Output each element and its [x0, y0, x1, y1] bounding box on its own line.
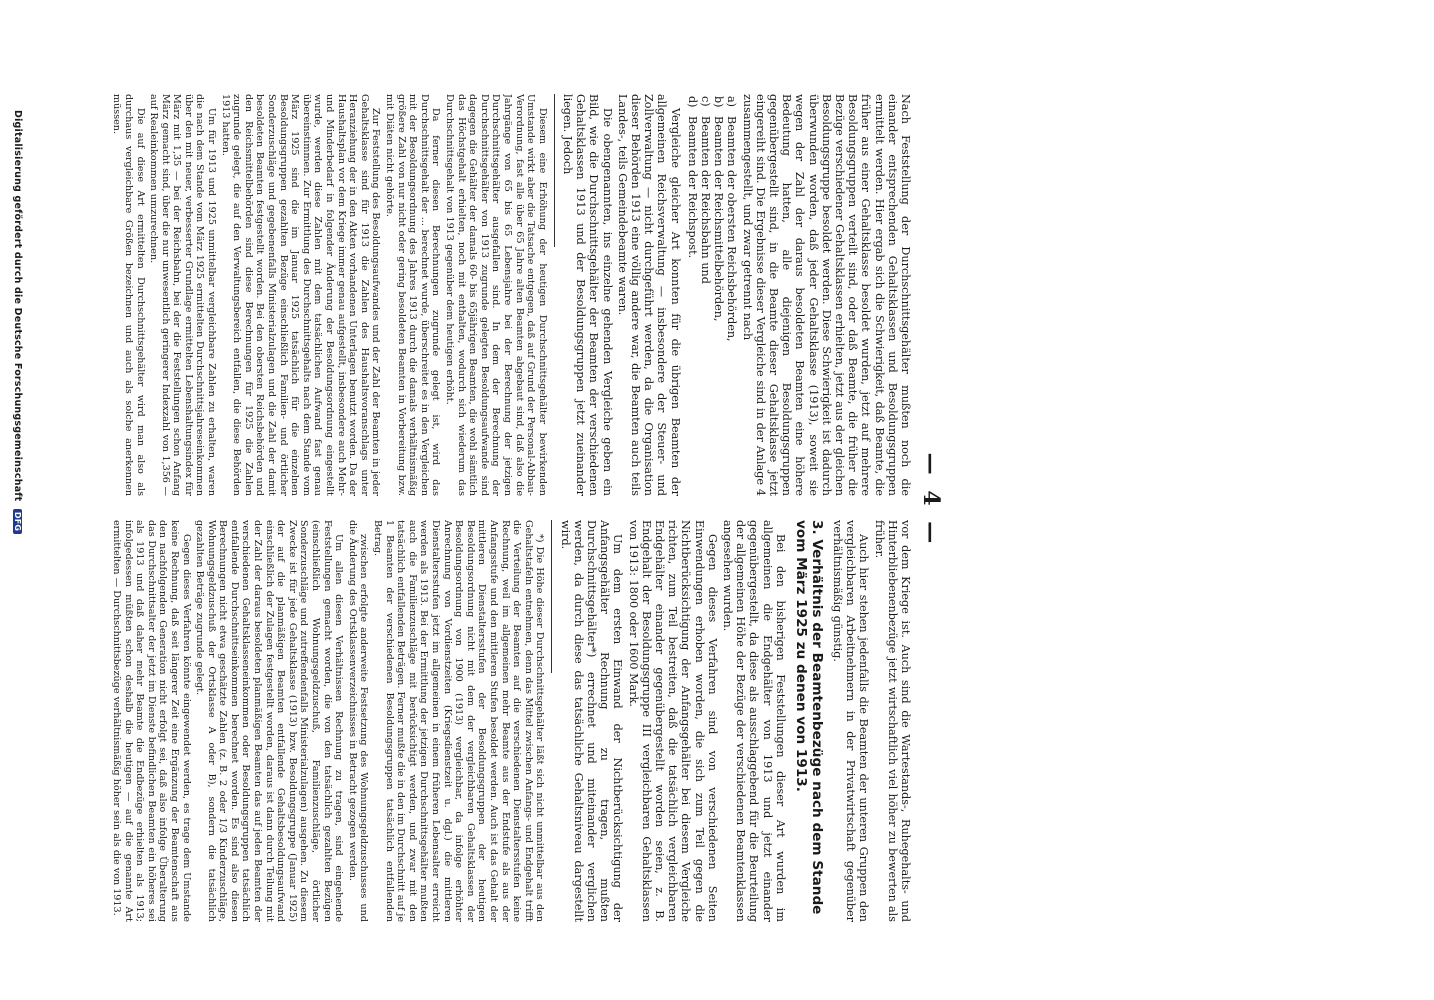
left-column — [12, 94, 912, 496]
list-item: b)Beamten der Reichsmittelbehörden, — [712, 96, 726, 322]
paragraph: Gegen dieses Verfahren sind von verschiedenen Seiten Einwendungen erhoben worden, die sich zum Teil gegen die Nichtberücksichtigung der Anfangsgehälter bei diesem Vergleiche richten, zum Teil bestreiten, daß die tatsächlich vergleichbaren Endgehälter einander gegenübergestellt worden seien, z. B. Endgehalt der Besoldungsgruppe III vergleichbaren Gehaltsklassen von 1913: 1800 oder 1600 Mark. — [626, 520, 719, 922]
paragraph: Vergleiche gleicher Art konnten für die übrigen Beamten der allgemeinen Reichsverwaltung — insbesondere der Steuer- und Zollverwaltung — nicht durchgeführt werden, da die Organisation dieser Behörden 1913 eine völlig andere war, die Beamten auch teils Landes-, teils Gemeindebeamte waren. — [615, 94, 682, 496]
section-heading: 3. Verhältnis der Beamtenbezüge nach dem Stande vom März 1925 zu denen von 1913. — [792, 520, 825, 915]
paragraph: Die obengenannten, ins einzelne gehenden Vergleiche geben ein Bild, wie die Durchschnittsgehälter der Beamten der verschiedenen Gehaltsklassen 1913 und der Besoldungsgruppen jetzt zueinander liegen. Jedoch — [560, 94, 614, 496]
right-column — [12, 520, 912, 922]
footnote: *) Die Höhe dieser Durchschnittsgehälter läßt sich nicht unmittelbar aus den Gehaltstafeln entnehmen, denn das Mittel zwischen Anfangs- und Endgehalt trifft die Verteilung der Beamten auf die verschiedenen Dienstaltersstufen keine Rechnung, weil im allgemeinen mehr Beamte aus der Endstufe als aus der Anfangsstufe und den mittleren Stufen besoldet werden. Auch ist das Gehalt der mittleren Dienstaltersstufen der Besoldungsgruppen der heutigen Besoldungsordnung nicht mit dem der vergleichbaren Gehaltsklassen der Besoldungsordnung von 1900 (1913) vergleichbar, da infolge erhöhter Anrechnung von Vordienstzeiten (Kriegsdienstzeit u. dgl.) die mittleren Dienstaltersstufen jetzt im allgemeinen in einem früheren Lebensalter erreicht werden als 1913. Bei der Ermittlung der jetzigen Durchschnittsgehälter mußten auch die Familienzuschläge mit berücksichtigt werden, und zwar mit den tatsächlich entfallenden Beträgen. Ferner mußte die in den im Durchschnitt auf je 1 Beamten der verschiedenen Besoldungsgruppen tatsächlich entfallenden Betrag. — [372, 520, 546, 922]
footnote-paragraph: Da ferner diesen Berechnungen zugrunde gelegt ist, wird das Durchschnittsgehalt der ... berechnet wurde, überschreitet es in den Vergleichen mit der Besoldungsordnung des Jahres 1913 durch die damals verhältnismäßig größere Zahl von nur nicht oder gering besoldeten Beamten in Vorbereitung bzw. mit Diäten nicht gehörte. — [384, 94, 442, 496]
list-item: d)Beamten der Reichspost. — [685, 96, 699, 259]
footnote-paragraph: Zur Feststellung des Besoldungsaufwandes und der Zahl der Beamten in jeder Gehaltsklasse sind für 1913 die Zahlen des Haushaltsvoranschlags unter Heranziehung der in den Akten vorhandenen Unterlagen benutzt worden. Da der Haushaltsplan vor dem Kriege immer genau aufgestellt, insbesondere auch Mehr- und Minderbedarf in folgender Änderung der Besoldungsordnung eingestellt wurde, werden diese Zahlen mit dem tatsächlichen Aufwand fast genau übereinstimmen. Zur Ermittlung des Durchschnittsgehalts nach dem Stande vom März 1925 sind die im Januar 1925 tatsächlich für die einzelnen Besoldungsgruppen gezahlten Bezüge einschließlich Familien- und örtlicher Sonderzuschläge und gegebenenfalls Ministerialzulagen und die Zahl der damit besoldeten Beamten festgestellt worden. Bei den obersten Reichsbehörden und den Reichsmittelbehörden sind diese Berechnungen für 1925 die Zahlen zugrunde gelegt, die auf den Verwaltungsbereich entfallen, die diese Behörden 1913 hatten. — [219, 94, 382, 496]
list-item: c)Beamten der Reichsbahn und — [698, 96, 712, 284]
dfg-logo: DFG — [13, 509, 22, 534]
paragraph: Um dem ersten Einwand der Nichtberücksichtigung der Anfangsgehälter Rechnung zu tragen, mußten Durchschnittsgehälter*) errechnet und miteinander verglichen werden, da durch diese das tatsächliche Gehaltsniveau dargestellt wird. — [558, 520, 625, 922]
list-item: a)Beamten der obersten Reichsbehörden, — [725, 96, 739, 342]
footnote-divider — [551, 520, 552, 673]
paragraph: vor dem Kriege ist. Auch sind die Wartestands-, Ruhegehalts- und Hinterbliebenenbezüge jetzt wirtschaftlich viel höher zu bewerten als früher. — [872, 520, 912, 922]
footnote: Um allen diesen Verhältnissen Rechnung zu tragen, sind eingehende Feststellungen gemacht worden, die von den tatsächlich gezahlten Bezügen (einschließlich Wohnungsgeldzuschuß, Familienzuschläge, örtlicher Sonderzuschläge und zutreffendenfalls Ministerialzulagen) ausgehen. Zu diesem Zwecke ist für jede Gehaltsklasse (1913) bzw. Besoldungsgruppe (Januar 1925) der auf die planmäßigen Beamten entfallende Gehaltsbesoldungsaufwand einschließlich der Zulagen festgestellt worden, daraus ist dann durch Teilung mit der Zahl der daraus besoldeten planmäßigen Beamten das auf jeden Beamten der verschiedenen Gehaltsklasseneinkommen oder Besoldungsgruppen tatsächlich entfallende Durchschnittseinkommen berechnet worden. Es sind also diesen Berechnungen nicht etwa geschätzte Zahlen (z. B. 2 oder 1/3 Kinderzuschläge, Wohnungsgeldzuschuß der Ortsklasse A oder B), sondern die tatsächlich gezahlten Beträge zugrunde gelegt. — [194, 520, 345, 922]
paragraph: Auch hier stehen jedenfalls die Beamten der unteren Gruppen den vergleichbaren Arbeitnehmern in der Privatwirtschaft gegenüber verhältnismäßig günstig. — [830, 520, 871, 922]
footnote-paragraph: Die auf diese Art ermittelten Durchschnittsgehälter wird man also als durchaus vergleichbare Größen bezeichnen und auch als solche anerkennen müssen. — [111, 94, 146, 496]
paragraph: Bei den bisherigen Feststellungen dieser Art wurden im allgemeinen die Endgehälter von 1913 und jetzt einander gegenübergestellt, da diese als ausschlaggebend für die Beurteilung der allgemeinen Höhe der Bezüge der verschiedenen Beamtenklassen angesehen wurden. — [720, 520, 787, 922]
footnote-paragraph: Diesem eine Erhöhung der heutigen Durchschnittsgehälter bewirkenden Umstande wirkt aber die Tatsache entgegen, daß auf Grund der Personal-Abbau-Verordnung, fast alle über 65 Jahre alten Beamten abgebaut sind, daß also die Jahrgänge von 65 bis 65 Lebensjahre bei der Berechnung der jetzigen Durchschnittsgehälter ausgefallen sind. In dem der Berechnung der Durchschnittsgehälter von 1913 zugrunde gelegten Besoldungsaufwande sind dagegen die Gehälter der damals 60- bis 65jährigen Beamten, die wohl sämtlich das Höchstgehalt erhielten, noch mit enthalten, wodurch sich wiederum das Durchschnittsgehalt von 1913 gegenüber dem heutigen erhöht. — [443, 94, 548, 496]
paragraph: Nach Feststellung der Durchschnittsgehälter mußten noch die einander entsprechenden Gehaltsklassen und Besoldungsgruppen ermittelt werden. Hier ergab sich die Schwierigkeit, daß Beamte, die früher aus einer Gehaltsklasse besoldet wurden, jetzt auf mehrere Besoldungsgruppen verteilt sind, oder daß Beamte, die früher die Bezüge verschiedener Gehaltsklassen erhielten, jetzt aus der gleichen Besoldungsgruppe besoldet werden. Diese Schwierigkeit ist dadurch überwunden worden, daß jeder Gehaltsklasse (1913), soweit sie wegen der Zahl der daraus besoldeten Beamten eine höhere Bedeutung hatten, alle diejenigen Besoldungsgruppen gegenübergestellt sind, in die Beamte dieser Gehaltsklasse jetzt eingereiht sind. Die Ergebnisse dieser Vergleiche sind in der Anlage 4 zusammengestellt, und zwar getrennt nach — [740, 94, 912, 496]
footnote: zwischen erfolgte anderweite Festsetzung des Wohnungsgeldzuschusses und die Änderung des Ortsklassenverzeichnisses in Betracht gezogen werden. — [346, 520, 370, 922]
footnote: Gegen dieses Verfahren könnte eingewendet werden, es trage dem Umstande keine Rechnung, daß seit längerer Zeit eine Ergänzung der Beamtenschaft aus den nachfolgenden Generation nicht erfolgt sei, daß also infolge Überalterung das Durchschnittsalter der jetzt im Dienste befindlichen Beamten ein höheres sei als 1913 und daß daher mehr Beamte die Endbezüge erhielten als 1913; infolgedessen müßten schon deshalb die heutigen — auf die genannte Art ermittelten — Durchschnittsbezüge verhältnismäßig höher sein als die von 1913. — [110, 520, 192, 922]
authority-list — [686, 94, 739, 496]
footnote-paragraph: Um für 1913 und 1925 unmittelbar vergleichbare Zahlen zu erhalten, waren die nach dem Stande vom März 1925 ermittelten Durchschnittsjahreseinkommen über den mit neuer, verbesserter Grundlage ermittelten Lebenshaltungsindex für März mit 1,35 — bei der Reichsbahn, bei der die Feststellungen schon Anfang März gemacht sind, über die nur unwesentlich geringerer Indexzahl von 1,356 — auf Realeinkommen umzurechnen. — [148, 94, 218, 496]
footnote-divider — [554, 94, 555, 247]
credit-text: Digitalisierung gefördert durch die Deutsche Forschungsgemeinschaft — [12, 110, 23, 502]
page-number: — 4 — — [918, 452, 944, 548]
digitization-credit — [12, 110, 23, 930]
